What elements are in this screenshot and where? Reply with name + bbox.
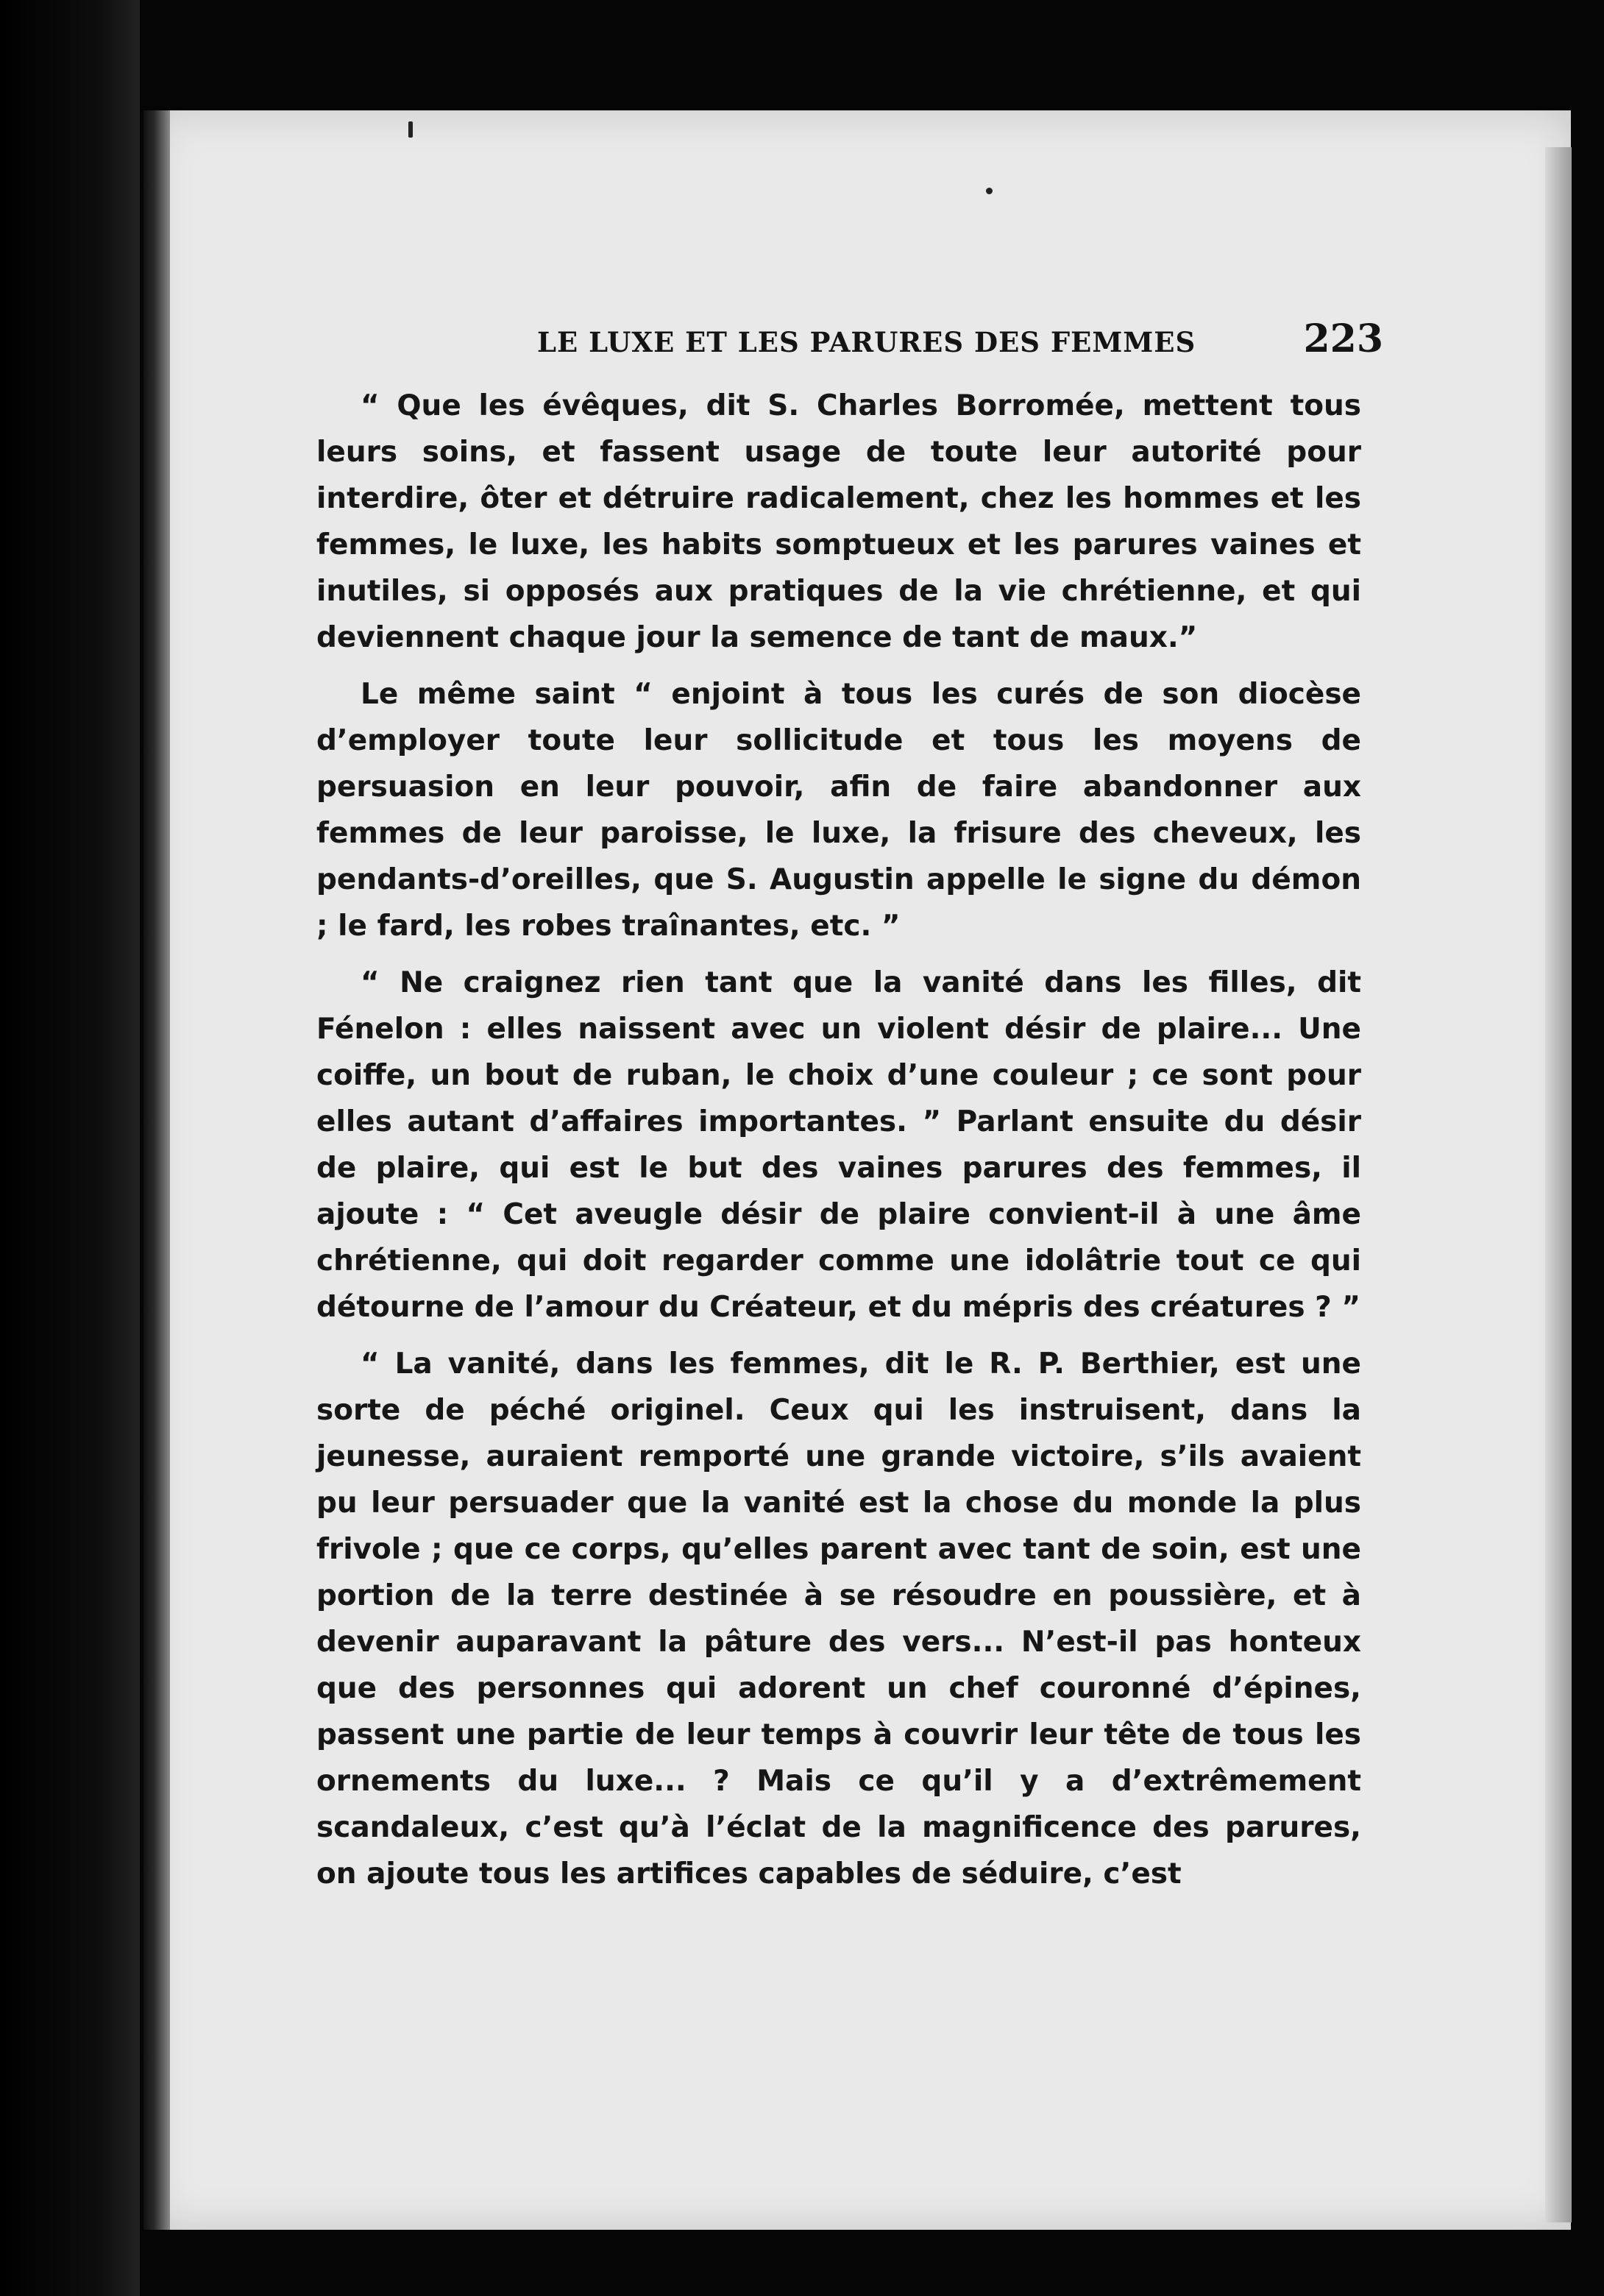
paragraph: Le même saint “ enjoint à tous les curés de son diocèse d’employer toute leur sollicitude et tous les moyens de persuasion en leur pouvoir, afin de faire abandonner aux femmes de leur paroisse, le luxe, la frisure des cheveux, les pendants-d’oreilles, que S. Augustin appelle le signe du démon ; le fard, les robes traînantes, etc. ” [316, 678, 1361, 943]
running-title: LE LUXE ET LES PARURES DES FEMMES [537, 326, 1196, 358]
scan-speck [986, 188, 993, 194]
scan-background [0, 0, 140, 2296]
page-edge [1545, 147, 1572, 2222]
paragraph: “ La vanité, dans les femmes, dit le R. P. Berthier, est une sorte de péché originel. Ceux qui les instruisent, dans la jeunesse, auraient remporté une grande victoire, s’ils avaient pu leur persuader que la vanité est la chose du monde la plus frivole ; que ce corps, qu’elles parent avec tant de soin, est une portion de la terre destinée à se résoudre en poussière, et à devenir auparavant la pâture des vers... N’est-il pas honteux que des personnes qui adorent un chef couronné d’épines, passent une partie de leur temps à couvrir leur tête de tous les ornements du luxe... ? Mais ce qu’il y a d’extrêmement scandaleux, c’est qu’à l’éclat de la magnificence des parures, on ajoute tous les artifices capables de séduire, c’est [316, 1347, 1361, 1891]
paragraph: “ Ne craignez rien tant que la vanité dans les filles, dit Fénelon : elles naissent avec un violent désir de plaire... Une coiffe, un bout de ruban, le choix d’une couleur ; ce sont pour elles autant d’affaires importantes. ” Parlant ensuite du désir de plaire, qui est le but des vaines parures des femmes, il ajoute : “ Cet aveugle désir de plaire convient-il à une âme chrétienne, qui doit regarder comme une idolâtrie tout ce qui détourne de l’amour du Créateur, et du mépris des créatures ? ” [316, 966, 1361, 1324]
book-spine-shadow [143, 110, 170, 2230]
scan-speck [408, 121, 413, 138]
running-header [537, 316, 1383, 361]
body-text [316, 383, 1361, 1907]
page-number: 223 [1303, 316, 1383, 361]
paragraph: “ Que les évêques, dit S. Charles Borromée, mettent tous leurs soins, et fassent usage de toute leur autorité pour interdire, ôter et détruire radicalement, chez les hommes et les femmes, le luxe, les habits somptueux et les parures vaines et inutiles, si opposés aux pratiques de la vie chrétienne, et qui deviennent chaque jour la semence de tant de maux.” [316, 389, 1361, 654]
